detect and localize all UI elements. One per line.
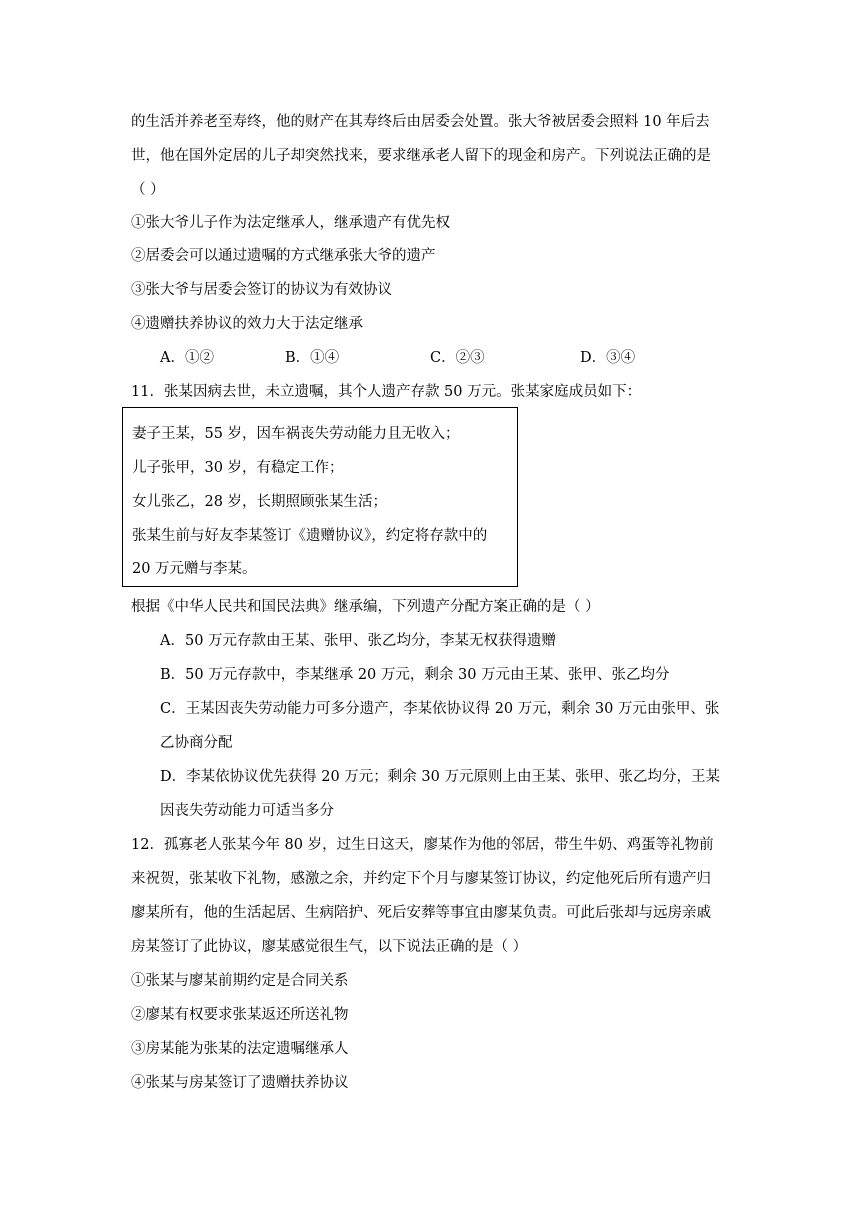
q11-option-d-line-1: D．李某依协议优先获得 20 万元；剩余 30 万元原则上由王某、张甲、张乙均分，王某 xyxy=(160,769,720,785)
q12-stem-line-3: 廖某所有，他的生活起居、生病陪护、死后安葬等事宜由廖某负责。可此后张却与远房亲戚 xyxy=(131,905,711,921)
q11-box-line-4: 张某生前与好友李某签订《遗赠协议》，约定将存款中的 xyxy=(132,528,488,544)
q11-option-b: B．50 万元存款中，李某继承 20 万元，剩余 30 万元由王某、张甲、张乙均分 xyxy=(160,667,670,683)
q10-option-a: A．①② xyxy=(160,350,214,366)
q12-stem-line-1: 12．孤寡老人张某今年 80 岁，过生日这天，廖某作为他的邻居，带生牛奶、鸡蛋等礼物前 xyxy=(131,837,714,853)
q11-box-line-2: 儿子张甲，30 岁，有稳定工作； xyxy=(132,460,344,476)
q11-option-a: A．50 万元存款由王某、张甲、张乙均分，李某无权获得遗赠 xyxy=(160,633,557,649)
q12-statement-4: ④张某与房某签订了遗赠扶养协议 xyxy=(131,1075,349,1091)
q10-option-c: C．②③ xyxy=(430,350,485,366)
q10-stem-line-1: 的生活并养老至寿终，他的财产在其寿终后由居委会处置。张大爷被居委会照料 10 年后去 xyxy=(131,114,710,130)
q12-stem-line-2: 来祝贺，张某收下礼物，感激之余，并约定下个月与廖某签订协议，约定他死后所有遗产归 xyxy=(131,871,711,887)
q12-statement-1: ①张某与廖某前期约定是合同关系 xyxy=(131,973,349,989)
q11-option-c-line-2: 乙协商分配 xyxy=(160,735,233,751)
q11-question: 根据《中华人民共和国民法典》继承编，下列遗产分配方案正确的是（ ） xyxy=(131,599,600,615)
q11-box-line-5: 20 万元赠与李某。 xyxy=(132,561,257,577)
q10-statement-4: ④遗赠扶养协议的效力大于法定继承 xyxy=(131,316,363,332)
q12-stem-line-4: 房某签订了此协议，廖某感觉很生气，以下说法正确的是（ ） xyxy=(131,939,528,955)
q10-statement-3: ③张大爷与居委会签订的协议为有效协议 xyxy=(131,282,392,298)
q11-family-info-box xyxy=(122,407,518,587)
q10-statement-1: ①张大爷儿子作为法定继承人，继承遗产有优先权 xyxy=(131,215,450,231)
q11-stem: 11．张某因病去世，未立遗嘱，其个人遗产存款 50 万元。张某家庭成员如下： xyxy=(131,384,642,400)
q10-option-d: D．③④ xyxy=(580,350,636,366)
q11-box-line-3: 女儿张乙，28 岁，长期照顾张某生活； xyxy=(132,494,388,510)
q11-option-c-line-1: C．王某因丧失劳动能力可多分遗产，李某依协议得 20 万元，剩余 30 万元由张甲、张 xyxy=(160,701,720,717)
q10-option-b: B．①④ xyxy=(285,350,340,366)
q11-box-line-1: 妻子王某，55 岁，因车祸丧失劳动能力且无收入； xyxy=(132,426,460,442)
q12-statement-3: ③房某能为张某的法定遗嘱继承人 xyxy=(131,1041,349,1057)
q11-option-d-line-2: 因丧失劳动能力可适当多分 xyxy=(160,803,334,819)
q10-stem-line-3: （ ） xyxy=(131,182,165,198)
q12-statement-2: ②廖某有权要求张某返还所送礼物 xyxy=(131,1007,349,1023)
q10-stem-line-2: 世，他在国外定居的儿子却突然找来，要求继承老人留下的现金和房产。下列说法正确的是 xyxy=(131,148,711,164)
q10-statement-2: ②居委会可以通过遗嘱的方式继承张大爷的遗产 xyxy=(131,248,436,264)
